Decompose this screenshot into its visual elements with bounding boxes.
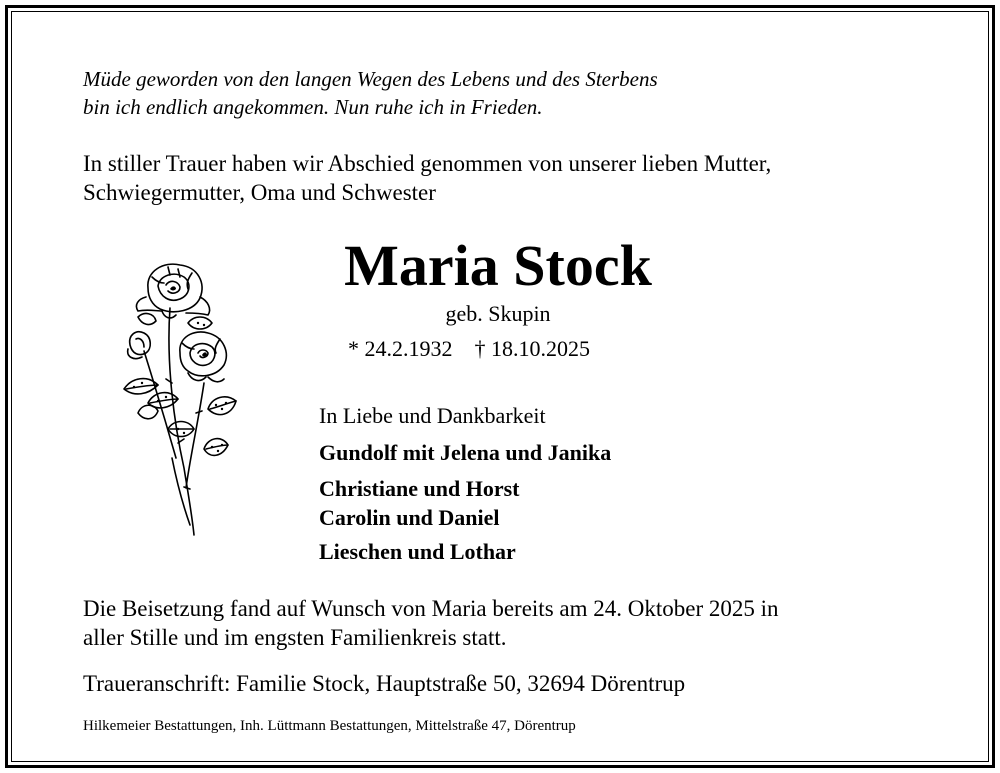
obituary-notice	[5, 5, 995, 768]
poem-line-2: bin ich endlich angekommen. Nun ruhe ich in Frieden.	[83, 95, 543, 119]
intro-line-1: In stiller Trauer haben wir Abschied genommen von unserer lieben Mutter,	[83, 151, 772, 176]
undertaker-info: Hilkemeier Bestattungen, Inh. Lüttmann Bestattungen, Mittelstraße 47, Dörentrup	[83, 718, 576, 734]
birth-date: * 24.2.1932	[348, 336, 453, 361]
deceased-name: Maria Stock	[344, 233, 652, 298]
mourner-name: Carolin und Daniel	[319, 505, 500, 530]
mourner-name: Christiane und Horst	[319, 476, 520, 501]
mourning-address: Traueranschrift: Familie Stock, Hauptstraße 50, 32694 Dörentrup	[83, 671, 686, 696]
life-dates	[348, 336, 590, 362]
intro-text	[83, 149, 771, 207]
poem-line-1: Müde geworden von den langen Wegen des Lebens und des Sterbens	[83, 67, 658, 91]
birth-name: geb. Skupin	[445, 301, 551, 326]
burial-text	[83, 594, 779, 652]
death-date: † 18.10.2025	[474, 336, 590, 361]
mourner-name: Lieschen und Lothar	[319, 539, 516, 564]
poem	[83, 65, 658, 121]
mourner-name: Gundolf mit Jelena und Janika	[319, 440, 612, 465]
intro-line-2: Schwiegermutter, Oma und Schwester	[83, 180, 436, 205]
mourners-intro: In Liebe und Dankbarkeit	[319, 403, 546, 428]
burial-line-2: aller Stille und im engsten Familienkreis statt.	[83, 625, 507, 650]
burial-line-1: Die Beisetzung fand auf Wunsch von Maria bereits am 24. Oktober 2025 in	[83, 596, 779, 621]
